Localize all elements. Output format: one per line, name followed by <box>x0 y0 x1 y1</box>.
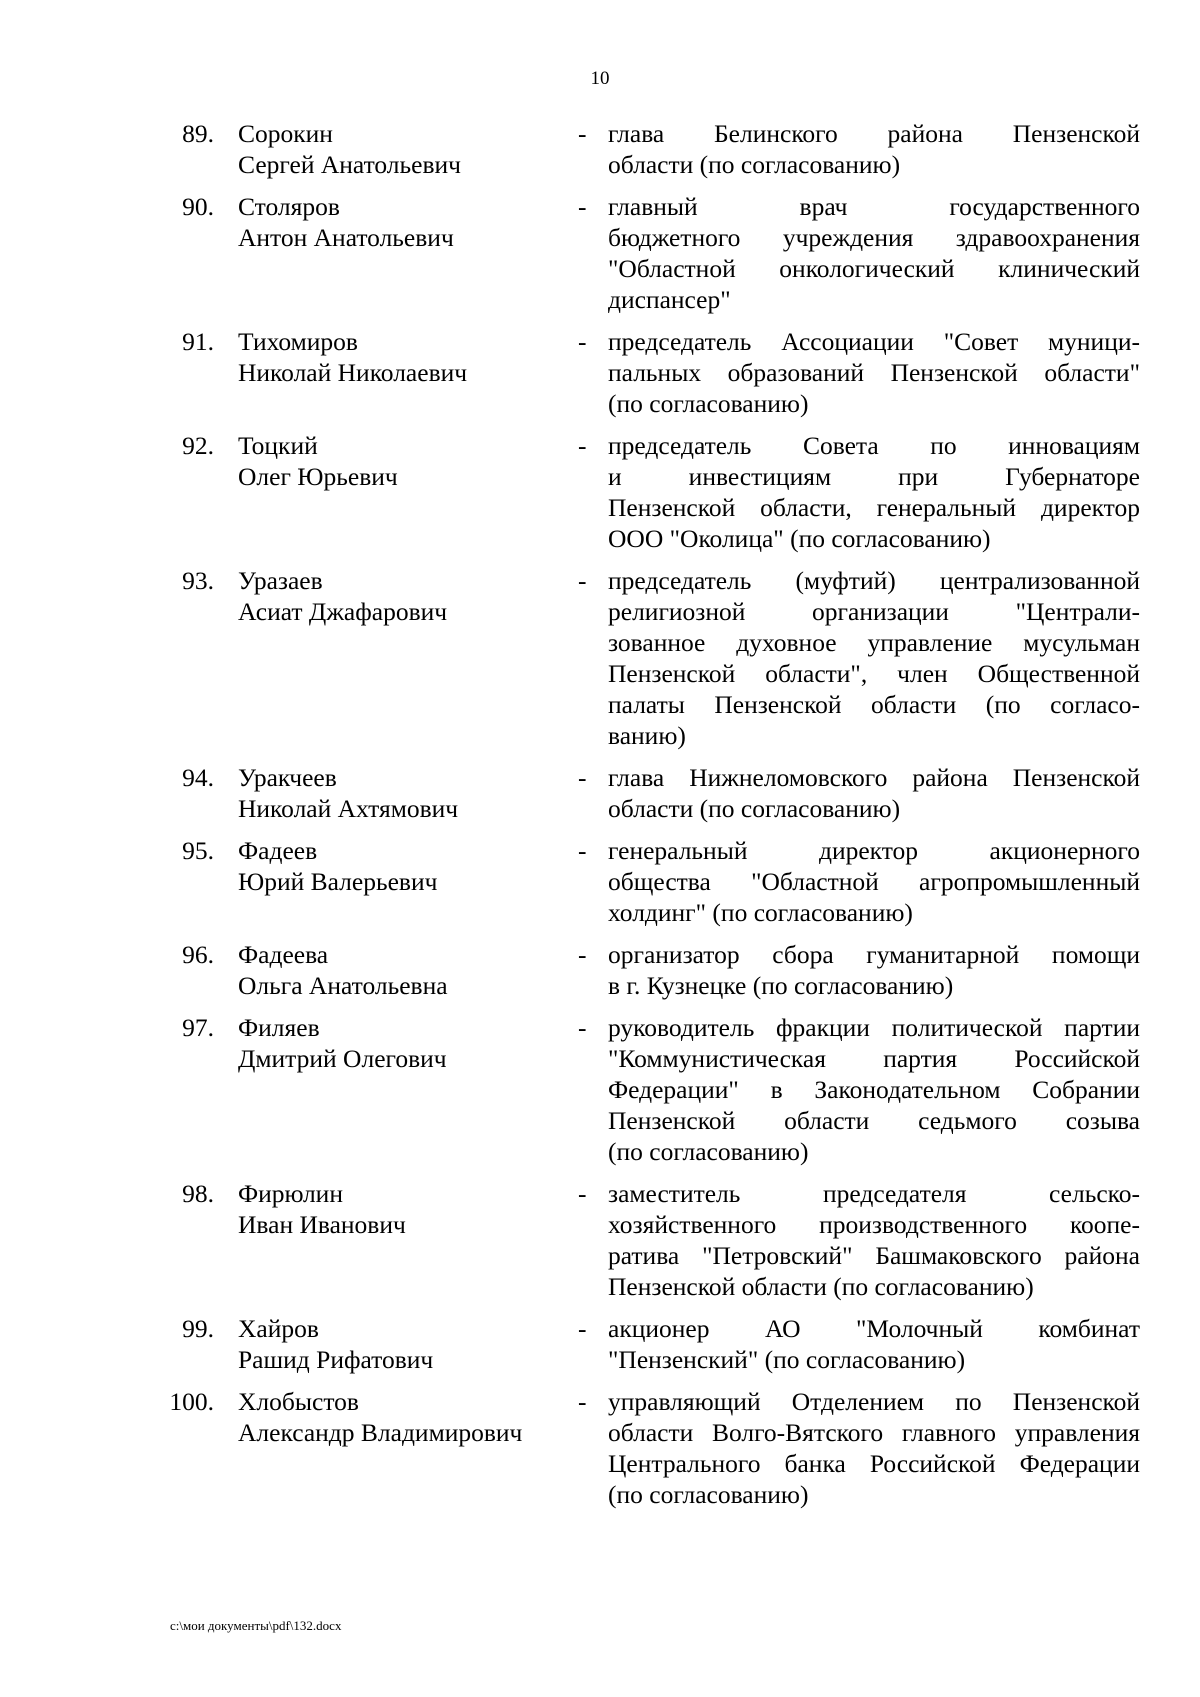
member-name <box>238 430 568 492</box>
entry-number: 95. <box>182 836 214 865</box>
member-name-line: Юрий Валерьевич <box>238 867 438 896</box>
member-position-line: Пензенской области", член Общественной <box>608 659 1140 688</box>
member-position <box>608 565 1140 751</box>
member-position-line: глава Белинского района Пензенской <box>608 119 1140 148</box>
entry-dash: - <box>578 431 587 460</box>
member-position <box>608 118 1140 180</box>
member-name-line: Александр Владимирович <box>238 1418 523 1447</box>
entry-number: 94. <box>182 763 214 792</box>
member-position-line: и инвестициям при Губернаторе <box>608 462 1140 491</box>
member-position-line: ванию) <box>608 721 686 750</box>
member-position <box>608 326 1140 419</box>
footer-file-path: c:\мои документы\pdf\132.docx <box>170 1618 342 1633</box>
member-position-line: председатель (муфтий) централизованной <box>608 566 1140 595</box>
member-name-line: Асиат Джафарович <box>238 597 448 626</box>
entry-number: 89. <box>182 119 214 148</box>
entry-number: 99. <box>182 1314 214 1343</box>
member-position-line: общества "Областной агропромышленный <box>608 867 1140 896</box>
member-position-line: генеральный директор акционерного <box>608 836 1140 865</box>
member-position-line: бюджетного учреждения здравоохранения <box>608 223 1140 252</box>
member-name-line: Тоцкий <box>238 431 318 460</box>
entry-dash: - <box>578 192 587 221</box>
member-position-line: палаты Пензенской области (по согласо- <box>608 690 1140 719</box>
list-item <box>0 118 1200 191</box>
entry-number: 92. <box>182 431 214 460</box>
list-item <box>0 1178 1200 1313</box>
list-item <box>0 565 1200 762</box>
member-name-line: Сорокин <box>238 119 333 148</box>
entry-number: 98. <box>182 1179 214 1208</box>
member-position <box>608 762 1140 824</box>
member-position-line: главный врач государственного <box>608 192 1140 221</box>
member-position <box>608 430 1140 554</box>
page-number: 10 <box>590 68 610 89</box>
member-position-line: ООО "Околица" (по согласованию) <box>608 524 991 553</box>
member-position-line: диспансер" <box>608 285 731 314</box>
member-position-line: председатель Совета по инновациям <box>608 431 1140 460</box>
member-position-line: организатор сбора гуманитарной помощи <box>608 940 1140 969</box>
entry-dash: - <box>578 763 587 792</box>
member-position-line: пальных образований Пензенской области" <box>608 358 1140 387</box>
member-position-line: хозяйственного производственного коопе- <box>608 1210 1140 1239</box>
entry-number: 97. <box>182 1013 214 1042</box>
member-name <box>238 1012 568 1074</box>
entry-dash: - <box>578 836 587 865</box>
member-name <box>238 326 568 388</box>
member-position-line: зованное духовное управление мусульман <box>608 628 1140 657</box>
member-position-line: ратива "Петровский" Башмаковского района <box>608 1241 1140 1270</box>
member-name-line: Николай Николаевич <box>238 358 468 387</box>
list-item <box>0 1386 1200 1521</box>
member-name-line: Фирюлин <box>238 1179 343 1208</box>
entry-dash: - <box>578 1387 587 1416</box>
member-name-line: Рашид Рифатович <box>238 1345 434 1374</box>
member-name-line: Дмитрий Олегович <box>238 1044 447 1073</box>
member-position <box>608 835 1140 928</box>
member-position-line: глава Нижнеломовского района Пензенской <box>608 763 1140 792</box>
member-position-line: Пензенской области, генеральный директор <box>608 493 1140 522</box>
member-position <box>608 939 1140 1001</box>
member-name-line: Филяев <box>238 1013 320 1042</box>
member-position <box>608 1178 1140 1302</box>
member-name-line: Иван Иванович <box>238 1210 406 1239</box>
member-position-line: в г. Кузнецке (по согласованию) <box>608 971 954 1000</box>
member-position <box>608 1012 1140 1167</box>
member-position-line: "Коммунистическая партия Российской <box>608 1044 1140 1073</box>
member-position-line: управляющий Отделением по Пензенской <box>608 1387 1140 1416</box>
member-name-line: Хайров <box>238 1314 319 1343</box>
member-name-line: Сергей Анатольевич <box>238 150 461 179</box>
entry-dash: - <box>578 1314 587 1343</box>
member-name-line: Тихомиров <box>238 327 358 356</box>
member-position <box>608 1386 1140 1510</box>
member-position-line: заместитель председателя сельско- <box>608 1179 1140 1208</box>
member-name-line: Фадеев <box>238 836 318 865</box>
member-name-line: Олег Юрьевич <box>238 462 398 491</box>
entry-dash: - <box>578 327 587 356</box>
member-position <box>608 1313 1140 1375</box>
member-position-line: акционер АО "Молочный комбинат <box>608 1314 1140 1343</box>
member-position-line: области Волго-Вятского главного управления <box>608 1418 1140 1447</box>
member-position-line: области (по согласованию) <box>608 794 901 823</box>
member-name <box>238 191 568 253</box>
entry-number: 96. <box>182 940 214 969</box>
member-name <box>238 939 568 1001</box>
member-position-line: "Пензенский" (по согласованию) <box>608 1345 966 1374</box>
member-position-line: области (по согласованию) <box>608 150 901 179</box>
list-item <box>0 1313 1200 1386</box>
member-name-line: Уракчеев <box>238 763 337 792</box>
member-name-line: Уразаев <box>238 566 323 595</box>
member-name <box>238 762 568 824</box>
member-name <box>238 1313 568 1375</box>
member-name-line: Ольга Анатольевна <box>238 971 448 1000</box>
member-position-line: (по согласованию) <box>608 1480 809 1509</box>
member-position-line: Пензенской области седьмого созыва <box>608 1106 1140 1135</box>
member-name <box>238 1178 568 1240</box>
entry-number: 90. <box>182 192 214 221</box>
member-position-line: (по согласованию) <box>608 1137 809 1166</box>
list-item <box>0 430 1200 565</box>
member-list <box>0 118 1200 1521</box>
list-item <box>0 762 1200 835</box>
member-name-line: Фадеева <box>238 940 329 969</box>
member-position-line: Центрального банка Российской Федерации <box>608 1449 1140 1478</box>
list-item <box>0 835 1200 939</box>
entry-dash: - <box>578 566 587 595</box>
member-position-line: (по согласованию) <box>608 389 809 418</box>
member-name <box>238 835 568 897</box>
member-name <box>238 1386 568 1448</box>
list-item <box>0 191 1200 326</box>
entry-dash: - <box>578 119 587 148</box>
member-position-line: "Областной онкологический клинический <box>608 254 1140 283</box>
member-position-line: холдинг" (по согласованию) <box>608 898 913 927</box>
member-position-line: руководитель фракции политической партии <box>608 1013 1140 1042</box>
list-item <box>0 1012 1200 1178</box>
member-position-line: религиозной организации "Централи- <box>608 597 1140 626</box>
entry-dash: - <box>578 940 587 969</box>
member-position-line: Пензенской области (по согласованию) <box>608 1272 1034 1301</box>
entry-dash: - <box>578 1179 587 1208</box>
member-name-line: Николай Ахтямович <box>238 794 459 823</box>
list-item <box>0 326 1200 430</box>
member-name <box>238 565 568 627</box>
member-position-line: Федерации" в Законодательном Собрании <box>608 1075 1140 1104</box>
member-name-line: Хлобыстов <box>238 1387 359 1416</box>
member-name <box>238 118 568 180</box>
entry-number: 91. <box>182 327 214 356</box>
entry-dash: - <box>578 1013 587 1042</box>
member-position-line: председатель Ассоциации "Совет муници- <box>608 327 1140 356</box>
entry-number: 100. <box>169 1387 214 1416</box>
member-name-line: Столяров <box>238 192 340 221</box>
member-name-line: Антон Анатольевич <box>238 223 454 252</box>
member-position <box>608 191 1140 315</box>
list-item <box>0 939 1200 1012</box>
entry-number: 93. <box>182 566 214 595</box>
